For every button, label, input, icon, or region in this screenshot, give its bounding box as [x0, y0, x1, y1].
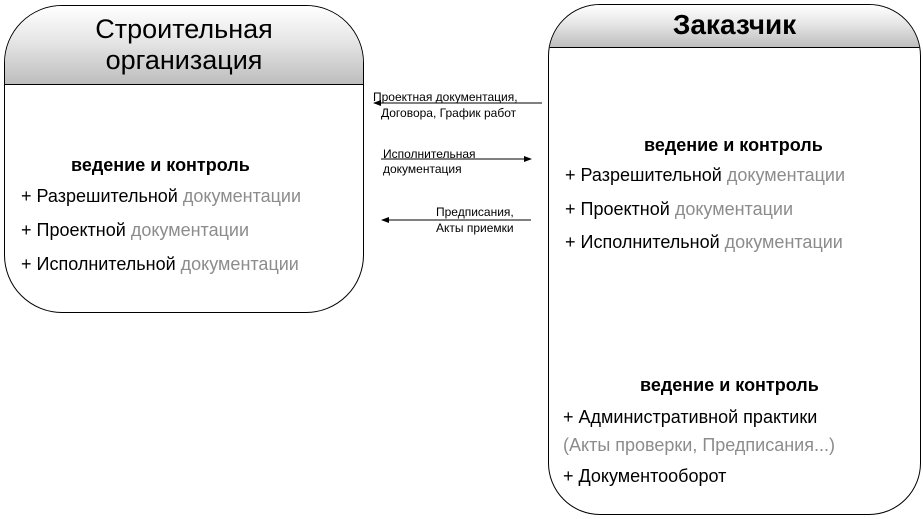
right-item-admin-practice: + Административной практики	[563, 407, 818, 427]
flow1-label-line2: Договора, График работ	[381, 106, 517, 120]
item-suffix: документации	[182, 186, 302, 206]
item-suffix: документации	[130, 220, 250, 240]
item-prefix: + Разрешительной	[565, 165, 722, 185]
item-prefix: + Разрешительной	[21, 186, 178, 206]
item-prefix: + Проектной	[565, 199, 670, 219]
flow3-label-line2: Акты приемки	[436, 221, 514, 235]
right-heading-2: ведение и контроль	[640, 375, 819, 395]
item-suffix: документации	[726, 165, 846, 185]
item-prefix: + Исполнительной	[565, 232, 720, 252]
item-prefix: + Проектной	[21, 220, 126, 240]
flow2-label-line1: Исполнительная	[383, 147, 476, 161]
title-line-1: Строительная	[95, 14, 273, 44]
item-suffix: документации	[724, 232, 843, 252]
left-heading: ведение и контроль	[71, 155, 250, 175]
title-line-2: организация	[105, 45, 263, 75]
right-item-admin-note: (Акты проверки, Предписания...)	[563, 435, 835, 455]
customer-title: Заказчик	[672, 9, 797, 40]
item-suffix: документации	[180, 254, 299, 274]
flow1-label-line1: Проектная документация,	[373, 90, 518, 104]
item-suffix: документации	[674, 199, 794, 219]
right-item-docflow: + Документооборот	[563, 466, 727, 486]
flow2-label-line2: документация	[383, 162, 462, 176]
flow3-label-line1: Предписания,	[436, 205, 514, 219]
right-heading: ведение и контроль	[644, 135, 823, 155]
item-prefix: + Исполнительной	[21, 254, 176, 274]
